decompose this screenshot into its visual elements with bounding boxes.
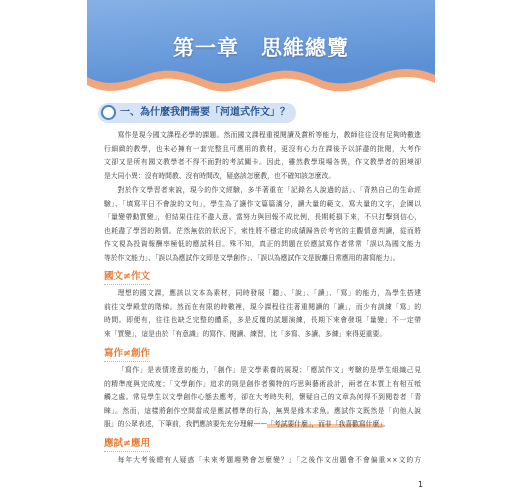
subheading-chinese-vs-composition: 國文≠作文 (104, 270, 150, 285)
highlighted-phrase: 「考試要什麼」，而非「我喜歡寫什麼」 (267, 420, 383, 429)
text-line: 「寫作」是表情達意的能力，「創作」是文學素養的展現；「應試作文」考驗的是學生組織己見 (117, 366, 421, 374)
paragraph-sub2 (104, 364, 421, 432)
text-line: 時間。即便有，往往也缺乏完整的體系，多是反覆的試題演練，長期下來會發現「量變」不一定帶 (104, 316, 421, 325)
text-line: 是大同小異：沒有時間教、沒有時間改，疑惑該怎麼教，也不確知該怎麼改。 (104, 171, 336, 180)
text-line: 觸之處。常見學生以文學創作心態去應考，卻在大考時失利，懷疑自己的文章為何得不到閱卷者「青 (104, 393, 421, 402)
paragraph-intro-2 (104, 184, 421, 266)
section-heading: 一、為什麼我們需要「河道式作文」？ (120, 107, 290, 118)
circle-bullet-icon (101, 105, 116, 120)
text-line: 每年大考後總有人疑惑「未來考題趨勢會怎麼變？」「之後作文出題會不會偏重××文的方 (117, 456, 421, 464)
text-line: 作文視為投資報酬率極低的應試科目。殊不知，真正的問題在於應試寫作者常常「誤以為國文能力 (104, 240, 421, 249)
page-number: 1 (418, 480, 424, 489)
text-line: 等於作文能力」、「誤以為應試作文即是文學創作」、「誤以為應試作文是脫離日常應用的書寫能力」。 (104, 253, 400, 262)
paragraph-sub1 (104, 287, 421, 341)
text-line: 也耗盡了學習的熱情。茫然無依的狀況下，索性將不穩定的成績歸咎於考官的主觀情意判讀，從而將 (104, 226, 421, 235)
text-line (104, 418, 421, 432)
text-line: 對於作文學習者來說，現今的作文經驗，多半著重在「記錄名人說過的話」、「背熟自己的生命經 (117, 186, 421, 194)
paragraph-intro-1 (104, 129, 421, 183)
text-segment: 。 (382, 420, 390, 429)
text-line: 「量變帶動質變」，但結果往往不盡人意。當努力與回報不成比例，長期耗損下來，不只打擊到信心， (104, 213, 421, 222)
text-line: 理想的國文課，應該以文本為素材，同時發展「聽」、「說」、「讀」、「寫」的能力，為學生搭建 (117, 289, 421, 297)
text-line: 前往文學殿堂的階梯。然而在有限的時數裡，現今課程往往著重閱讀的「讀」，而少有訓練「寫」的 (104, 302, 421, 311)
text-line: 文卻又是所有國文教學者不得不面對的考試關卡。因此，雖然教學現場各異，作文教學者的困境卻 (104, 158, 421, 167)
text-line: 睞」。然而，這樣將創作空間當成是應試標準的行為，無異是緣木求魚。應試作文既然是「向他人說 (104, 406, 421, 415)
paragraph-sub3 (104, 454, 421, 468)
subheading-exam-vs-application: 應試≠應用 (104, 437, 150, 452)
text-line: 行細緻的教學，也未必擁有一套完整且可應用的教材，更沒有心力在課後予以詳盡的批閱，大考作 (104, 144, 421, 153)
text-line: 驗」、「填寫平日不會說的文句」，學生為了讓作文篇篇滿分，讀大量的範文、寫大量的文字，企圖以 (104, 199, 421, 208)
text-line: 來「質變」，這是由於「有意識」的寫作、閱讀、練習，比「多寫、多讀、多練」來得更重要。 (104, 329, 387, 338)
text-line: 寫作是現今國文課程必學的課題。然而國文課程重視閱讀及賞析等能力，教師往往沒有足夠時數進 (117, 131, 421, 139)
text-line: 的精準度與完成度；「文學創作」追求的則是創作者獨特的巧思與藝術設計，兩者在本質上有相互牴 (104, 379, 421, 388)
subheading-writing-vs-creation: 寫作≠創作 (104, 347, 150, 362)
chapter-title: 第一章 思維總覽 (173, 36, 349, 60)
text-segment: 服」的公眾表述，下筆前，我們應該要先充分理解—— (104, 420, 268, 429)
